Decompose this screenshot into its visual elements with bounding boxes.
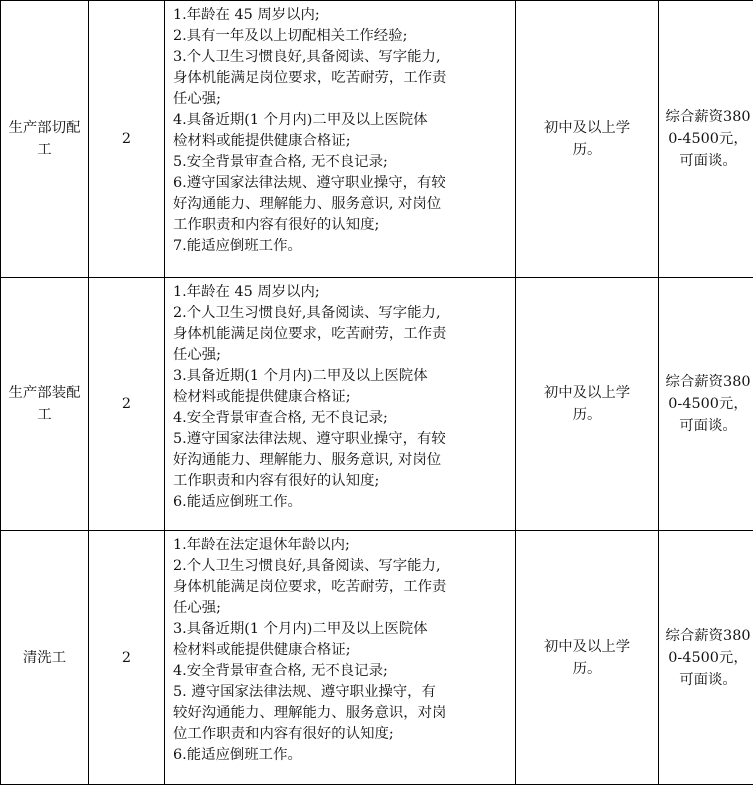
requirement-line: 较好沟通能力、理解能力、服务意识，对岗 <box>173 705 447 721</box>
requirement-line: 6.能适应倒班工作。 <box>173 747 302 763</box>
position-name: 生产部切配工 <box>8 120 81 158</box>
requirement-line: 4.安全背景审查合格, 无不良记录; <box>173 410 388 426</box>
position-cell <box>1 278 89 531</box>
requirement-line: 身体机能满足岗位要求，吃苦耐劳，工作责 <box>173 579 447 595</box>
table-row <box>1 278 753 531</box>
requirements-cell <box>165 531 516 785</box>
education-cell <box>516 531 659 785</box>
salary-cell <box>659 1 753 278</box>
requirement-line: 3.具备近期(1 个月内)二甲及以上医院体 <box>173 368 428 384</box>
salary-text: 综合薪资3800-4500元，可面谈。 <box>665 374 751 434</box>
requirement-line: 身体机能满足岗位要求，吃苦耐劳，工作责 <box>173 70 447 86</box>
requirement-line: 2.个人卫生习惯良好,具备阅读、写字能力, <box>173 558 441 574</box>
education-text: 初中及以上学历。 <box>543 385 631 423</box>
requirement-line: 6.遵守国家法律法规、遵守职业操守，有较 <box>173 175 446 191</box>
requirement-line: 2.具有一年及以上切配相关工作经验; <box>173 28 408 44</box>
salary-cell <box>659 531 753 785</box>
count-cell <box>89 531 165 785</box>
count-cell <box>89 278 165 531</box>
requirement-line: 好沟通能力、理解能力、服务意识, 对岗位 <box>173 196 442 212</box>
requirement-line: 任心强; <box>173 91 222 107</box>
headcount: 2 <box>121 649 132 666</box>
requirement-line: 检材料或能提供健康合格证; <box>173 642 351 658</box>
requirement-line: 检材料或能提供健康合格证; <box>173 133 351 149</box>
position-name: 清洗工 <box>22 649 67 666</box>
requirement-line: 身体机能满足岗位要求，吃苦耐劳，工作责 <box>173 326 447 342</box>
requirement-line: 5.安全背景审查合格, 无不良记录; <box>173 154 388 170</box>
requirement-line: 4.安全背景审查合格, 无不良记录; <box>173 663 388 679</box>
requirement-line: 1.年龄在 45 周岁以内; <box>173 7 320 23</box>
salary-text: 综合薪资3800-4500元，可面谈。 <box>665 109 751 169</box>
requirement-line: 5. 遵守国家法律法规、遵守职业操守，有 <box>173 684 436 700</box>
requirement-line: 1.年龄在法定退休年龄以内; <box>173 537 350 553</box>
position-cell <box>1 1 89 278</box>
requirement-line: 1.年龄在 45 周岁以内; <box>173 284 320 300</box>
requirement-line: 任心强; <box>173 347 222 363</box>
table-row <box>1 531 753 785</box>
count-cell <box>89 1 165 278</box>
requirement-line: 3.具备近期(1 个月内)二甲及以上医院体 <box>173 621 428 637</box>
salary-cell <box>659 278 753 531</box>
requirement-line: 4.具备近期(1 个月内)二甲及以上医院体 <box>173 112 428 128</box>
requirements-cell <box>165 278 516 531</box>
requirement-line: 5.遵守国家法律法规、遵守职业操守，有较 <box>173 431 446 447</box>
requirement-line: 检材料或能提供健康合格证; <box>173 389 351 405</box>
education-text: 初中及以上学历。 <box>543 638 631 677</box>
requirement-line: 6.能适应倒班工作。 <box>173 494 302 510</box>
education-cell <box>516 278 659 531</box>
requirement-line: 好沟通能力、理解能力、服务意识, 对岗位 <box>173 452 442 468</box>
requirement-line: 工作职责和内容有很好的认知度; <box>173 217 380 233</box>
requirement-line: 任心强; <box>173 600 222 616</box>
requirements-cell <box>165 1 516 278</box>
requirement-line: 3.个人卫生习惯良好,具备阅读、写字能力, <box>173 49 441 65</box>
headcount: 2 <box>121 396 132 412</box>
education-text: 初中及以上学历。 <box>543 120 631 158</box>
requirement-line: 位工作职责和内容有很好的认知度; <box>173 726 394 742</box>
requirement-line: 2.个人卫生习惯良好,具备阅读、写字能力, <box>173 305 441 321</box>
salary-text: 综合薪资3800-4500元，可面谈。 <box>665 627 751 688</box>
position-cell <box>1 531 89 785</box>
headcount: 2 <box>121 131 132 147</box>
requirement-line: 7.能适应倒班工作。 <box>173 238 302 254</box>
education-cell <box>516 1 659 278</box>
table-row <box>1 1 753 278</box>
position-name: 生产部装配工 <box>8 385 81 423</box>
requirement-line: 工作职责和内容有很好的认知度; <box>173 473 380 489</box>
job-table-body <box>1 1 753 785</box>
